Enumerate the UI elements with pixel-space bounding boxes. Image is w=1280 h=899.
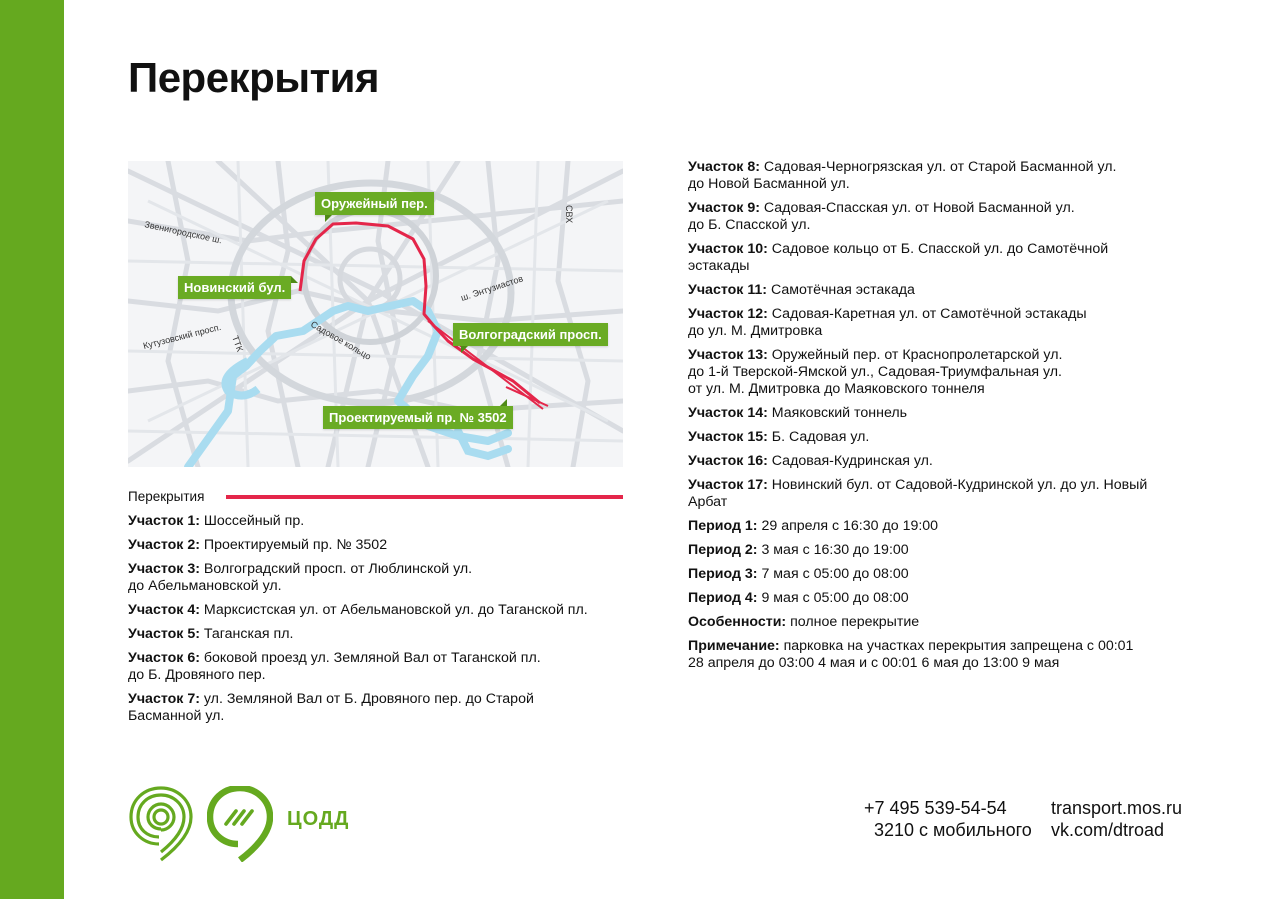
- closure-item-label: Участок 6:: [128, 650, 200, 666]
- closure-item: [688, 590, 1188, 607]
- closure-item-label: Участок 11:: [688, 282, 768, 298]
- website-link[interactable]: transport.mos.ru: [1051, 798, 1183, 818]
- closure-item: [688, 159, 1188, 193]
- closure-item-text: боковой проезд ул. Земляной Вал от Таганской пл. до Б. Дровяного пер.: [128, 650, 541, 683]
- closure-item-label: Участок 15:: [688, 429, 768, 445]
- map-flag-proektiruemy: Проектируемый пр. № 3502: [323, 406, 513, 429]
- legend-red-line: [226, 495, 623, 499]
- closure-item: [128, 513, 628, 530]
- closure-item-text: Новинский бул. от Садовой-Кудринской ул. до ул. Новый Арбат: [688, 477, 1148, 510]
- closure-item: [688, 477, 1188, 511]
- label-sadovoe: Садовое кольцо: [309, 319, 373, 362]
- closure-item-label: Участок 1:: [128, 513, 200, 529]
- closure-item-text: Оружейный пер. от Краснопролетарской ул. до 1-й Тверской-Ямской ул., Садовая-Триумфальная ул. от ул. М. Дмитровка до Маяковского тоннеля: [688, 347, 1063, 397]
- closure-item-label: Особенности:: [688, 614, 787, 630]
- map-flag-oruzheyny: Оружейный пер.: [315, 192, 434, 215]
- closure-item: [688, 429, 1188, 446]
- closure-item: [688, 405, 1188, 422]
- closure-item: [128, 602, 628, 619]
- closure-item-text: Б. Садовая ул.: [767, 429, 870, 445]
- closure-item-text: Волгоградский просп. от Люблинской ул. до Абельмановской ул.: [128, 561, 473, 594]
- closure-item-label: Участок 5:: [128, 626, 200, 642]
- closure-item: [688, 347, 1188, 398]
- closure-item-text: Садовая-Черногрязская ул. от Старой Басманной ул. до Новой Басманной ул.: [688, 159, 1117, 192]
- closure-item: [688, 638, 1188, 672]
- closure-item-label: Участок 9:: [688, 200, 760, 216]
- closure-item-label: Период 4:: [688, 590, 758, 606]
- moscow-transport-logo-icon: [128, 786, 194, 867]
- closure-item-text: полное перекрытие: [786, 614, 920, 630]
- closure-item-label: Участок 7:: [128, 691, 200, 707]
- closure-item-text: 29 апреля с 16:30 до 19:00: [757, 518, 939, 534]
- closure-item-text: Садовая-Спасская ул. от Новой Басманной ул. до Б. Спасской ул.: [688, 200, 1075, 233]
- closure-item-text: Шоссейный пр.: [199, 513, 305, 529]
- closure-item-text: Таганская пл.: [199, 626, 294, 642]
- closure-item: [688, 282, 1188, 299]
- closure-item-label: Примечание:: [688, 638, 780, 654]
- closure-item-text: парковка на участках перекрытия запрещена с 00:01 28 апреля до 03:00 4 мая и с 00:01 6 мая до 13:00 9 мая: [688, 638, 1134, 671]
- closure-item-text: Проектируемый пр. № 3502: [199, 537, 388, 553]
- closure-item-label: Участок 3:: [128, 561, 200, 577]
- closure-item-text: Садовая-Кудринская ул.: [767, 453, 933, 469]
- closure-item: [128, 537, 628, 554]
- closure-item-label: Период 1:: [688, 518, 758, 534]
- closure-item: [688, 542, 1188, 559]
- closure-item-label: Участок 17:: [688, 477, 768, 493]
- closure-item: [688, 241, 1188, 275]
- closure-item: [128, 626, 628, 643]
- closure-item: [688, 453, 1188, 470]
- closure-item-label: Участок 14:: [688, 405, 768, 421]
- map-legend: [128, 489, 623, 505]
- label-ttk: ТТК: [230, 334, 246, 353]
- closure-item: [688, 306, 1188, 340]
- map-flag-volgogradsky: Волгоградский просп.: [453, 323, 608, 346]
- label-entuziastov: ш. Энтузиастов: [459, 273, 525, 303]
- closure-item: [128, 650, 628, 684]
- closure-item-text: Марксистская ул. от Абельмановской ул. до Таганской пл.: [199, 602, 588, 618]
- closure-item: [688, 566, 1188, 583]
- closure-item-label: Участок 16:: [688, 453, 768, 469]
- closure-item-text: ул. Земляной Вал от Б. Дровяного пер. до Старой Басманной ул.: [128, 691, 534, 724]
- closure-item: [688, 518, 1188, 535]
- closure-item: [128, 561, 628, 595]
- closure-item-text: Садовая-Каретная ул. от Самотёчной эстакады до ул. М. Дмитровка: [688, 306, 1087, 339]
- codd-logo-icon: [207, 786, 273, 867]
- closure-item-label: Участок 2:: [128, 537, 200, 553]
- map-flag-novinsky: Новинский бул.: [178, 276, 291, 299]
- phone-short-number: 3210 с мобильного: [874, 820, 1032, 840]
- closure-item: [688, 200, 1188, 234]
- right-column: [688, 159, 1188, 679]
- closure-item-text: Самотёчная эстакада: [767, 282, 915, 298]
- label-kutuzovsky: Кутузовский просп.: [142, 321, 223, 351]
- closure-item: [128, 691, 628, 725]
- legend-label: Перекрытия: [128, 489, 205, 504]
- label-zvenigorodskoe: Звенигородское ш.: [143, 219, 223, 246]
- closure-item-label: Участок 10:: [688, 241, 768, 257]
- closure-item-text: 7 мая с 05:00 до 08:00: [757, 566, 909, 582]
- brand-name: ЦОДД: [287, 808, 350, 830]
- label-svkh: СВХ: [564, 205, 574, 224]
- closure-item-label: Участок 12:: [688, 306, 768, 322]
- left-accent-bar: [0, 0, 64, 899]
- phone-number[interactable]: +7 495 539-54-54: [864, 798, 1007, 818]
- closure-item-label: Участок 13:: [688, 347, 768, 363]
- closure-item-text: Садовое кольцо от Б. Спасской ул. до Самотёчной эстакады: [688, 241, 1109, 274]
- closure-item-label: Участок 4:: [128, 602, 200, 618]
- map: [128, 161, 623, 467]
- closure-item-text: 9 мая с 05:00 до 08:00: [757, 590, 909, 606]
- left-column: [128, 513, 628, 732]
- closure-item-label: Период 3:: [688, 566, 758, 582]
- page-title: Перекрытия: [128, 54, 379, 101]
- closure-item-label: Период 2:: [688, 542, 758, 558]
- closure-item-text: Маяковский тоннель: [767, 405, 908, 421]
- vk-link[interactable]: vk.com/dtroad: [1051, 820, 1165, 840]
- closure-item-label: Участок 8:: [688, 159, 760, 175]
- closure-item: [688, 614, 1188, 631]
- closure-item-text: 3 мая с 16:30 до 19:00: [757, 542, 909, 558]
